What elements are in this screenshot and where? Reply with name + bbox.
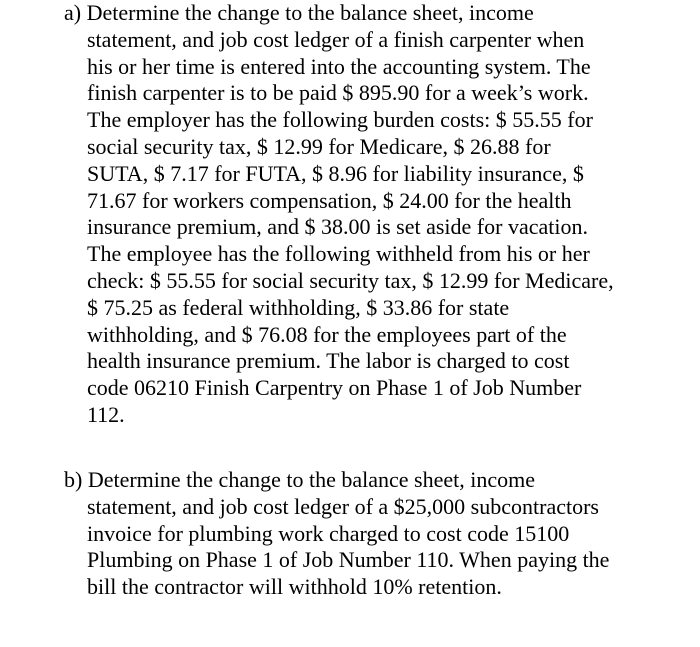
- question-a-line: The employer has the following burden costs: $ 55.55 for: [87, 107, 593, 133]
- question-a-line: $ 75.25 as federal withholding, $ 33.86 for state: [87, 294, 510, 320]
- question-a: [64, 0, 614, 429]
- question-b-line: Plumbing on Phase 1 of Job Number 110. When paying the: [87, 547, 610, 573]
- question-b-line: invoice for plumbing work charged to cost code 15100: [87, 520, 570, 546]
- question-b-line: bill the contractor will withhold 10% retention.: [87, 574, 502, 600]
- question-a-line: finish carpenter is to be paid $ 895.90 for a week’s work.: [87, 80, 589, 106]
- question-b-line: statement, and job cost ledger of a $25,000 subcontractors: [87, 493, 599, 519]
- question-a-line: The employee has the following withheld from his or her: [87, 241, 590, 267]
- question-a-line: a) Determine the change to the balance sheet, income: [64, 0, 534, 25]
- question-a-line: his or her time is entered into the accounting system. The: [87, 53, 591, 79]
- question-a-line: statement, and job cost ledger of a finish carpenter when: [87, 26, 585, 52]
- question-a-line: 71.67 for workers compensation, $ 24.00 for the health: [87, 187, 572, 213]
- question-a-line: SUTA, $ 7.17 for FUTA, $ 8.96 for liability insurance, $: [87, 160, 584, 186]
- question-a-line: insurance premium, and $ 38.00 is set aside for vacation.: [87, 214, 588, 240]
- question-b-line: b) Determine the change to the balance sheet, income: [64, 467, 535, 492]
- question-a-line: code 06210 Finish Carpentry on Phase 1 of Job Number: [87, 375, 582, 401]
- question-a-line: 112.: [87, 401, 125, 427]
- question-a-line: check: $ 55.55 for social security tax, $ 12.99 for Medicare,: [87, 267, 614, 293]
- question-a-line: withholding, and $ 76.08 for the employees part of the: [87, 321, 567, 347]
- question-b: [64, 467, 609, 601]
- question-a-line: health insurance premium. The labor is charged to cost: [87, 348, 570, 374]
- question-a-line: social security tax, $ 12.99 for Medicare, $ 26.88 for: [87, 133, 551, 159]
